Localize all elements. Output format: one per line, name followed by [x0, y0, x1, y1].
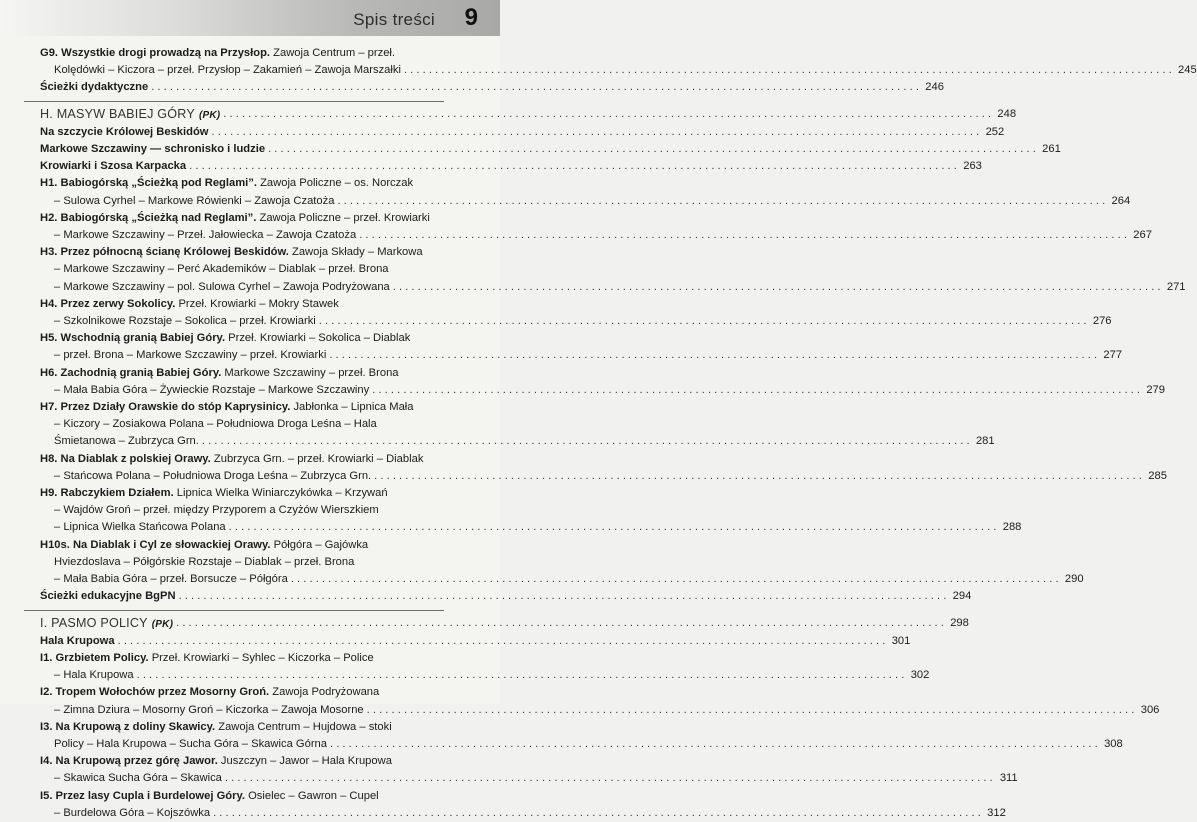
- entry-text: [40, 45, 395, 62]
- toc-entry-line: [40, 537, 440, 554]
- entry-text: [54, 667, 134, 684]
- page-number: 302: [910, 669, 930, 682]
- section-title: PASMO POLICY: [51, 615, 148, 630]
- section-letter: H.: [40, 106, 57, 121]
- toc-entry-line: [40, 770, 1018, 787]
- entry-route: – Wajdów Groń – przeł. między Przyporem a Czyżów Wierszkiem: [54, 504, 379, 517]
- entry-route: Zawoja Centrum – przeł.: [270, 47, 396, 59]
- toc-entry-line: [40, 554, 440, 571]
- dot-leader: [202, 433, 970, 450]
- entry-route: – Lipnica Wielka Stańcowa Polana: [54, 521, 226, 534]
- entry-route: – Mała Babia Góra – Żywieckie Rozstaje – Markowe Szczawiny: [54, 383, 370, 396]
- dot-leader: [374, 468, 1142, 485]
- entry-title: H3. Przez północną ścianę Królowej Beskidów.: [40, 246, 289, 259]
- entry-title: I4. Na Krupową przez górę Jawor.: [40, 755, 218, 768]
- entry-text: [40, 141, 265, 158]
- entry-title: H9. Rabczykiem Działem.: [40, 487, 174, 500]
- toc-entry-line: [40, 158, 982, 175]
- toc-entry-line: [40, 753, 440, 770]
- entry-text: [54, 227, 356, 244]
- entry-route: Zawoja Centrum – Hujdowa – stoki: [215, 720, 392, 733]
- entry-text: [40, 485, 388, 502]
- entry-text: [54, 519, 226, 536]
- dot-leader: [404, 62, 1172, 79]
- toc-entry-line: [40, 330, 440, 347]
- dot-leader: [176, 615, 944, 633]
- toc-entry-line: [40, 175, 440, 192]
- toc-entry-line: [40, 313, 1112, 330]
- entry-route: Zubrzyca Grn. – przeł. Krowiarki – Diablak: [210, 452, 424, 465]
- page-number: 246: [925, 81, 944, 94]
- entry-route: Zawoja Policzne – os. Norczak: [256, 177, 414, 190]
- page-number: 306: [1140, 703, 1160, 716]
- toc-entry-line: [40, 261, 440, 278]
- toc-entry-line: [40, 279, 1186, 296]
- entry-text: [54, 382, 369, 399]
- dot-leader: [359, 227, 1127, 244]
- table-of-contents: [40, 45, 1197, 822]
- entry-title: H10s. Na Diablak i Cyl ze słowackiej Orawy.: [40, 538, 271, 551]
- toc-entry-line: [40, 124, 1005, 141]
- header-title: Spis treści: [353, 10, 435, 29]
- entry-title: Markowe Szczawiny — schronisko i ludzie: [40, 143, 266, 156]
- entry-text: [40, 244, 423, 261]
- toc-section-heading: [40, 615, 969, 633]
- entry-route: Przeł. Krowiarki – Syhlec – Kiczorka – Police: [148, 651, 374, 664]
- toc-entry-line: [40, 347, 1123, 364]
- entry-text: [54, 347, 326, 364]
- dot-leader: [268, 141, 1036, 158]
- dot-leader: [137, 667, 905, 684]
- page-number: 308: [1104, 737, 1123, 750]
- page-number: 298: [950, 616, 969, 629]
- entry-route: – Burdelowa Góra – Kojszówka: [54, 806, 211, 819]
- toc-entry-line: [40, 433, 995, 450]
- entry-text: [40, 537, 368, 554]
- toc-entry-line: [40, 633, 911, 650]
- entry-text: [54, 770, 222, 787]
- toc-entry-line: [40, 588, 972, 605]
- toc-entry-line: [40, 45, 440, 62]
- dot-leader: [189, 158, 957, 175]
- page-number: 264: [1111, 194, 1131, 207]
- entry-text: [40, 650, 374, 667]
- entry-route: Przeł. Krowiarki – Mokry Stawek: [175, 297, 339, 310]
- section-label: [40, 106, 220, 124]
- toc-entry-line: [40, 667, 930, 684]
- toc-entry-line: [40, 519, 1022, 536]
- dot-leader: [229, 519, 997, 536]
- toc-entry-line: [40, 736, 1123, 753]
- entry-text: [54, 554, 354, 571]
- toc-entry-line: [40, 244, 440, 261]
- entry-title: I5. Przez lasy Cupla i Burdelowej Góry.: [40, 789, 245, 802]
- dot-leader: [372, 382, 1140, 399]
- page-number: 311: [999, 772, 1018, 785]
- toc-entry-line: [40, 451, 440, 468]
- entry-title: I3. Na Krupową z doliny Skawicy.: [40, 720, 216, 733]
- page-number: 245: [1178, 64, 1197, 77]
- entry-text: [40, 158, 186, 175]
- entry-route: – Markowe Szczawiny – Perć Akademików – Diablak – przeł. Brona: [54, 263, 389, 276]
- entry-title: I2. Tropem Wołochów przez Mosorny Groń.: [40, 686, 270, 699]
- entry-text: [40, 451, 423, 468]
- entry-text: [40, 684, 379, 701]
- toc-section-heading: [40, 106, 1017, 124]
- toc-entry-line: [40, 702, 1160, 719]
- toc-entry-line: [40, 468, 1167, 485]
- toc-entry-line: [40, 227, 1152, 244]
- entry-route: – Skawica Sucha Góra – Skawica: [54, 772, 222, 785]
- dot-leader: [151, 79, 919, 96]
- entry-route: Zawoja Podryżowana: [269, 686, 380, 699]
- entry-title: Ścieżki edukacyjne BgPN: [40, 590, 176, 603]
- entry-route: Śmietanowa – Zubrzyca Grn.: [54, 435, 199, 448]
- entry-route: – Zimna Dziura – Mosorny Groń – Kiczorka – Zawoja Mosorne: [54, 703, 364, 716]
- page-number: 312: [987, 806, 1006, 819]
- page-number: 290: [1064, 573, 1084, 586]
- entry-text: [54, 416, 377, 433]
- page-number: 301: [891, 634, 911, 647]
- toc-entry-line: [40, 141, 1061, 158]
- entry-route: – Markowe Szczawiny – Przeł. Jałowiecka – Zawoja Czatoża: [54, 229, 357, 242]
- entry-route: Zawoja Policzne – przeł. Krowiarki: [256, 211, 430, 224]
- entry-route: – Stańcowa Polana – Południowa Droga Leśna – Zubrzyca Grn.: [54, 469, 372, 482]
- entry-route: Przeł. Krowiarki – Sokolica – Diablak: [225, 332, 411, 345]
- page-number: 276: [1092, 315, 1112, 328]
- entry-text: [40, 633, 115, 650]
- entry-text: [54, 502, 379, 519]
- entry-title: I1. Grzbietem Policy.: [40, 651, 149, 664]
- dot-leader: [223, 106, 991, 124]
- entry-text: [40, 588, 176, 605]
- entry-title: Ścieżki dydaktyczne: [40, 81, 149, 94]
- page-number: 279: [1146, 383, 1165, 396]
- dot-leader: [291, 571, 1059, 588]
- entry-route: – Kiczory – Zosiakowa Polana – Południowa Droga Leśna – Hala: [54, 418, 377, 431]
- header-page-number: 9: [464, 4, 478, 31]
- entry-title: H5. Wschodnią granią Babiej Góry.: [40, 332, 226, 345]
- entry-text: [40, 719, 392, 736]
- entry-text: [40, 296, 339, 313]
- entry-text: [40, 753, 392, 770]
- entry-text: [40, 399, 414, 416]
- entry-route: – przeł. Brona – Markowe Szczawiny – przeł. Krowiarki: [54, 349, 327, 362]
- section-tag: (PK): [198, 109, 221, 121]
- entry-text: [40, 330, 410, 347]
- toc-entry-line: [40, 502, 440, 519]
- entry-route: Juszczyn – Jawor – Hala Krupowa: [217, 755, 392, 768]
- entry-route: Hviezdoslava – Półgórskie Rozstaje – Diablak – przeł. Brona: [54, 555, 355, 568]
- entry-title: H1. Babiogórską „Ścieżką pod Reglami”.: [40, 177, 257, 190]
- entry-text: [54, 702, 364, 719]
- dot-leader: [319, 313, 1087, 330]
- section-letter: I.: [40, 615, 52, 630]
- dot-leader: [337, 193, 1105, 210]
- section-label: [40, 615, 173, 633]
- entry-title: Hala Krupowa: [40, 634, 115, 647]
- entry-route: Lipnica Wielka Winiarczykówka – Krzywań: [173, 487, 388, 500]
- dot-leader: [393, 279, 1161, 296]
- page-header: [0, 0, 500, 40]
- toc-entry-line: [40, 788, 440, 805]
- toc-entry-line: [40, 571, 1084, 588]
- entry-route: – Markowe Szczawiny – pol. Sulowa Cyrhel – Zawoja Podryżowana: [54, 280, 390, 293]
- toc-entry-line: [40, 399, 440, 416]
- entry-text: [54, 193, 334, 210]
- entry-route: Markowe Szczawiny – przeł. Brona: [221, 366, 399, 379]
- entry-title: H4. Przez zerwy Sokolicy.: [40, 297, 176, 310]
- entry-route: – Hala Krupowa: [54, 669, 134, 682]
- toc-entry-line: [40, 805, 1006, 822]
- entry-text: [40, 210, 430, 227]
- page-number: 288: [1002, 521, 1022, 534]
- toc-entry-line: [40, 684, 440, 701]
- toc-entry-line: [40, 719, 440, 736]
- toc-entry-line: [40, 365, 440, 382]
- entry-title: H2. Babiogórską „Ścieżką nad Reglami”.: [40, 211, 257, 224]
- page-number: 248: [997, 107, 1017, 120]
- entry-route: Osielec – Gawron – Cupel: [244, 789, 379, 802]
- page-number: 277: [1103, 349, 1123, 362]
- entry-title: Na szczycie Królowej Beskidów: [40, 125, 209, 138]
- section-tag: (PK): [151, 618, 174, 630]
- page-number: 263: [963, 160, 982, 173]
- entry-text: [54, 279, 390, 296]
- entry-route: Jabłonka – Lipnica Mała: [290, 401, 414, 414]
- entry-route: Kolędówki – Kiczora – przeł. Przysłop – Zakamień – Zawoja Marszałki: [54, 64, 401, 77]
- entry-title: H6. Zachodnią granią Babiej Góry.: [40, 366, 222, 379]
- entry-text: [40, 124, 209, 141]
- entry-text: [54, 313, 316, 330]
- page-number: 261: [1042, 143, 1061, 156]
- toc-entry-line: [40, 79, 944, 96]
- entry-text: [54, 571, 288, 588]
- dot-leader: [329, 347, 1097, 364]
- entry-route: Policy – Hala Krupowa – Sucha Góra – Skawica Górna: [54, 737, 327, 750]
- entry-text: [40, 788, 379, 805]
- entry-text: [54, 468, 371, 485]
- entry-title: H7. Przez Działy Orawskie do stóp Kaprysinicy.: [40, 401, 291, 414]
- entry-route: Zawoja Składy – Markowa: [288, 246, 423, 259]
- entry-route: – Mała Babia Góra – przeł. Borsucze – Półgóra: [54, 573, 288, 586]
- section-title: MASYW BABIEJ GÓRY: [56, 106, 195, 121]
- toc-entry-line: [40, 296, 440, 313]
- toc-entry-line: [40, 210, 440, 227]
- page-number: 294: [952, 590, 972, 603]
- dot-leader: [118, 633, 886, 650]
- entry-text: [54, 805, 210, 822]
- page-number: 267: [1133, 229, 1152, 242]
- dot-leader: [179, 588, 947, 605]
- entry-text: [54, 433, 199, 450]
- entry-text: [54, 736, 327, 753]
- entry-text: [54, 62, 401, 79]
- entry-route: Półgóra – Gajówka: [270, 538, 369, 551]
- page-number: 271: [1166, 280, 1186, 293]
- toc-entry-line: [40, 416, 440, 433]
- entry-route: – Sulowa Cyrhel – Markowe Rówienki – Zawoja Czatoża: [54, 194, 335, 207]
- entry-text: [54, 261, 389, 278]
- entry-route: – Szkolnikowe Rozstaje – Sokolica – przeł. Krowiarki: [54, 315, 316, 328]
- toc-entry-line: [40, 485, 440, 502]
- dot-leader: [330, 736, 1098, 753]
- entry-text: [40, 175, 413, 192]
- entry-text: [40, 365, 399, 382]
- entry-title: Krowiarki i Szosa Karpacka: [40, 160, 187, 173]
- dot-leader: [212, 124, 980, 141]
- dot-leader: [213, 805, 981, 822]
- dot-leader: [367, 702, 1135, 719]
- page-number: 252: [985, 125, 1005, 138]
- toc-entry-line: [40, 382, 1165, 399]
- page-number: 285: [1148, 469, 1167, 482]
- entry-title: G9. Wszystkie drogi prowadzą na Przysłop.: [40, 47, 271, 59]
- page-number: 281: [975, 435, 995, 448]
- toc-entry-line: [40, 650, 440, 667]
- toc-entry-line: [40, 193, 1131, 210]
- entry-text: [40, 79, 148, 96]
- entry-title: H8. Na Diablak z polskiej Orawy.: [40, 452, 211, 465]
- toc-entry-line: [40, 62, 1197, 79]
- dot-leader: [225, 770, 993, 787]
